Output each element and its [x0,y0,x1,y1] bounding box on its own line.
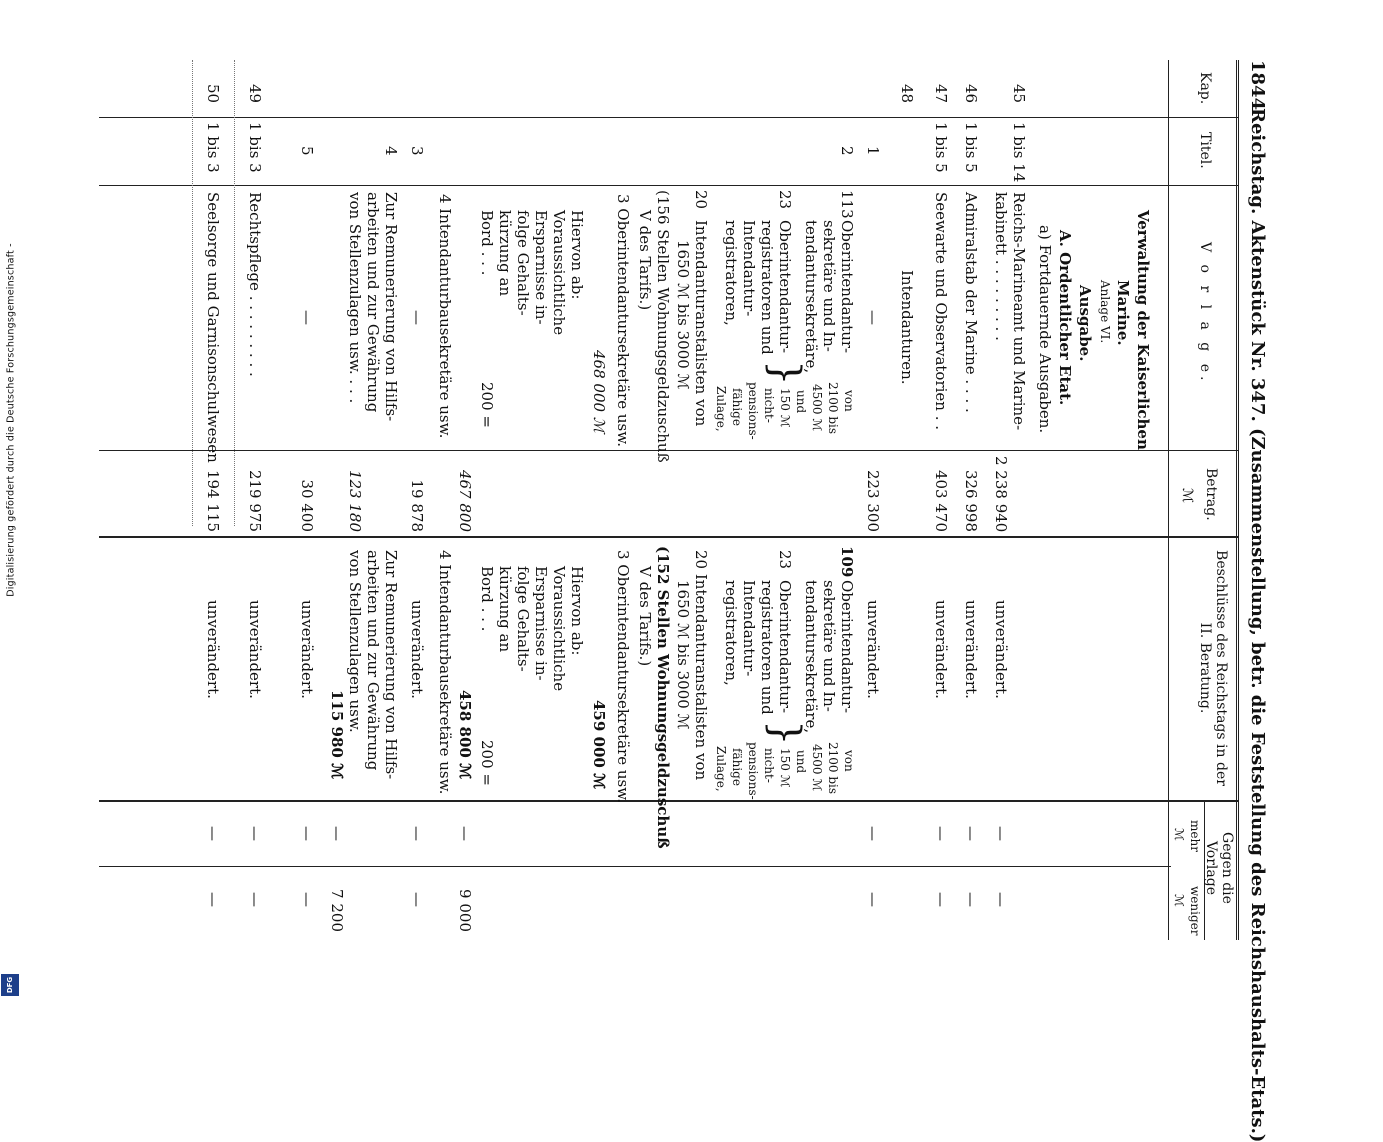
b-range6: nicht- [762,748,776,783]
v-range2: 2100 bis [826,382,840,435]
b-range7: pensions- [746,742,760,800]
row50-kap: 50 [204,84,222,104]
v-b2: registratoren und [758,220,776,355]
b-range1: von [842,750,856,772]
row-rule-50 [192,60,193,526]
v-range9: Zulage, [714,386,728,432]
b-b-num: 23 [776,550,794,570]
row46-mehr: — [962,826,980,841]
row47-mehr: — [932,826,950,841]
row48-3-beschluss: unverändert. [408,600,426,699]
b-a2: sekretäre und In- [820,580,838,712]
row48-2-weniger: 9 000 [456,889,474,932]
b-b3: Intendantur- [740,580,758,677]
heading-ausgabe: Ausgabe. [1076,285,1094,362]
row50-text: Seelsorge und Garnisonschulwesen [204,192,222,463]
row48-5-beschluss: unverändert. [298,600,316,699]
v-a1: Oberintendantur- [838,220,856,354]
row49-mehr: — [246,826,264,841]
b-range8: fähige [730,748,744,786]
row49-weniger: — [246,892,264,907]
col-betrag: Betrag. [1203,468,1219,521]
b-f4: folge Gehalts- [514,566,532,672]
row45-kap: 45 [1010,84,1028,104]
v-f2: Voraussichtliche [550,210,568,336]
col-mehr: mehr [1188,820,1202,852]
row48-1-beschluss: unverändert. [864,600,882,699]
row48-4-titel: 4 [382,146,400,156]
row48-2-mehr: — [456,826,474,841]
row48-4-btotal: 115 980 ℳ [328,690,346,780]
v-range8: fähige [730,388,744,426]
b-b1: Oberintendantur- [776,580,794,714]
v-b-num: 23 [776,190,794,210]
b-range9: Zulage, [714,746,728,792]
digitization-note: Digitalisierung gefördert durch die Deutsche Forschungsgemeinschaft - [5,243,17,597]
row48-5-betrag: 30 400 [298,479,316,532]
column-header-rule [1168,60,1169,940]
heading-anlage: Anlage VI. [1098,280,1112,344]
b-b4: registratoren, [722,580,740,686]
row48-1-text: — [864,310,882,325]
b-range3: 4500 ℳ [810,744,824,792]
b-a-num: 109 [838,546,856,578]
row46-weniger: — [962,892,980,907]
row48-4-b1: Zur Remunerierung von Hilfs- [382,550,400,780]
b-f7: 200 = [478,740,496,786]
row45-titel: 1 bis 14 [1010,122,1028,183]
row48-4-mehr: — [328,826,346,841]
row48-2-betrag: 467 800 [456,469,474,532]
v-f6: Bord . . . [478,210,496,276]
row48-3-betrag: 19 878 [408,479,426,532]
b-b2: registratoren und [758,580,776,715]
v-c1: Intendanturanstalisten von [692,220,710,427]
heading-marine: Marine. [1114,280,1132,346]
row47-betrag: 403 470 [932,469,950,532]
col-gegen: Gegen die Vorlage [1202,832,1235,904]
row45-betrag: 2 238 940 [992,456,1010,533]
b-f2: Voraussichtliche [550,566,568,692]
titel-divider [99,185,1239,186]
b-e1: 3 Oberintendantursekretäre usw. [614,550,632,804]
heading-etat: A. Ordentlicher Etat. [1056,230,1074,406]
row50-mehr: — [204,826,222,841]
v-d1: (156 Stellen Wohnungsgeldzuschuß [654,190,672,463]
v-range4: und [794,390,808,414]
row48-1-titel: 1 [864,146,882,156]
row48-2-titel: 2 [838,146,856,156]
digitization-sidebar [0,0,22,1000]
b-c1: 20 Intendanturanstalisten von [692,550,710,781]
v-b3: Intendantur- [740,220,758,317]
b-range5: 150 ℳ [778,748,792,788]
row48-1-betrag: 223 300 [864,469,882,532]
col-vorlage: V o r l a g e. [1197,242,1213,385]
v-b1: Oberintendantur- [776,220,794,354]
row48-1-weniger: — [864,892,882,907]
v-range7: pensions- [746,382,760,440]
v-a-num: 113 [838,190,856,219]
row47-titel: 1 bis 5 [932,122,950,173]
dfg-logo: DFG [1,974,19,996]
row48-1-mehr: — [864,826,882,841]
kap-divider [99,117,1239,118]
row49-text: Rechtspflege . . . . . . . . . [246,192,264,377]
row47-beschluss: unverändert. [932,600,950,699]
row48-3-text: — [408,310,426,325]
heading-verwaltung: Verwaltung der Kaiserlichen [1134,210,1152,450]
row46-text: Admiralstab der Marine . . . . [962,192,980,413]
row48-3-mehr: — [408,826,426,841]
col-weniger: weniger [1188,886,1202,936]
row48-5-text: — [298,310,316,325]
row50-titel: 1 bis 3 [204,122,222,173]
v-c2: 1650 ℳ bis 3000 ℳ [674,240,692,390]
row48-3-weniger: — [408,892,426,907]
v-a2: sekretäre und In- [820,220,838,352]
v-brace: } [762,360,808,386]
v-range6: nicht- [762,388,776,423]
b-brace: } [762,720,808,746]
row48-3-titel: 3 [408,146,426,156]
v-total: 468 000 ℳ [590,350,608,433]
v-d2: V des Tarifs.) [636,210,654,311]
header-rule [1236,60,1239,940]
col-beschluesse: Beschlüsse des Reichstags in der II. Beratung. [1196,550,1229,786]
b-net: 458 800 ℳ [456,690,474,780]
row50-weniger: — [204,892,222,907]
col-weniger-unit: ℳ [1172,894,1186,907]
row50-betrag: 194 115 [204,469,222,532]
row47-weniger: — [932,892,950,907]
row45-beschluss: unverändert. [992,600,1010,699]
col-betrag-unit: ℳ [1179,488,1195,503]
row45-text1: Reichs-Marineamt und Marine- [1010,192,1028,431]
v-f7: 200 = [478,382,496,428]
v-c-num: 20 [692,190,710,210]
row45-weniger: — [992,892,1010,907]
b-range2: 2100 bis [826,742,840,795]
col-titel: Titel. [1197,132,1213,169]
row48-4-betrag: 123 180 [346,469,364,532]
row47-text: Seewarte und Observatorien . . [932,192,950,431]
v-e1: 3 Oberintendantursekretäre usw. [614,194,632,448]
b-d2: V des Tarifs.) [636,566,654,667]
row45-mehr: — [992,826,1010,841]
page-title: Reichstag. Aktenstück Nr. 347. (Zusammenstellung, betr. die Feststellung des Reichshaushalts-Etats.) [1247,108,1268,1142]
row46-betrag: 326 998 [962,469,980,532]
row46-titel: 1 bis 5 [962,122,980,173]
row48-4-text3: von Stellenzulagen usw. . . . [346,192,364,404]
row46-kap: 46 [962,84,980,104]
b-range4: und [794,750,808,774]
b-c2: 1650 ℳ bis 3000 ℳ [674,580,692,730]
row49-betrag: 219 975 [246,469,264,532]
row47-kap: 47 [932,84,950,104]
row48-4-text1: Zur Remunerierung von Hilfs- [382,192,400,422]
b-a3: tendantursekretäre, [802,580,820,734]
row45-text2: kabinett . . . . . . . . . [992,192,1010,341]
v-b4: registratoren, [722,220,740,326]
v-f1: Hiervon ab: [568,210,586,300]
b-total: 459 000 ℳ [590,700,608,790]
v-range5: 150 ℳ [778,388,792,428]
row48-5-weniger: — [298,892,316,907]
v-a3: tendantursekretäre, [802,220,820,374]
row49-titel: 1 bis 3 [246,122,264,173]
heading-fortdauernde: a) Fortdauernde Ausgaben. [1036,225,1054,434]
row50-beschluss: unverändert. [204,600,222,699]
mehr-divider [99,866,1171,867]
v-range3: 4500 ℳ [810,384,824,432]
row48-5-titel: 5 [298,146,316,156]
row48-4-weniger: 7 200 [328,889,346,932]
v-f4: folge Gehalts- [514,210,532,316]
row46-beschluss: unverändert. [962,600,980,699]
row48-text: Intendanturen. [898,270,916,385]
b-f6: Bord . . . [478,566,496,632]
b-g1: 4 Intendanturbausekretäre usw. [436,550,454,795]
row48-4-b3: von Stellenzulagen usw. [346,550,364,733]
row48-4-b2: arbeiten und zur Gewährung [364,550,382,771]
betrag-divider [99,536,1239,538]
v-range1: von [842,390,856,412]
b-d1: (152 Stellen Wohnungsgeldzuschuß [654,546,672,849]
col-mehr-unit: ℳ [1172,828,1186,841]
b-a1: Oberintendantur- [838,580,856,714]
row49-kap: 49 [246,84,264,104]
v-f3: Ersparnisse in- [532,210,550,325]
row48-4-text2: arbeiten und zur Gewährung [364,192,382,413]
document-page [99,60,1271,1142]
b-f3: Ersparnisse in- [532,566,550,681]
page-number: 1844 [1247,60,1268,111]
row-rule-49 [234,60,235,526]
row49-beschluss: unverändert. [246,600,264,699]
row48-kap: 48 [898,84,916,104]
b-f5: kürzung an [496,566,514,653]
col-kap: Kap. [1197,72,1213,105]
v-f5: kürzung an [496,210,514,297]
row48-5-mehr: — [298,826,316,841]
b-f1: Hiervon ab: [568,566,586,656]
v-g1: 4 Intendanturbausekretäre usw. [436,194,454,439]
